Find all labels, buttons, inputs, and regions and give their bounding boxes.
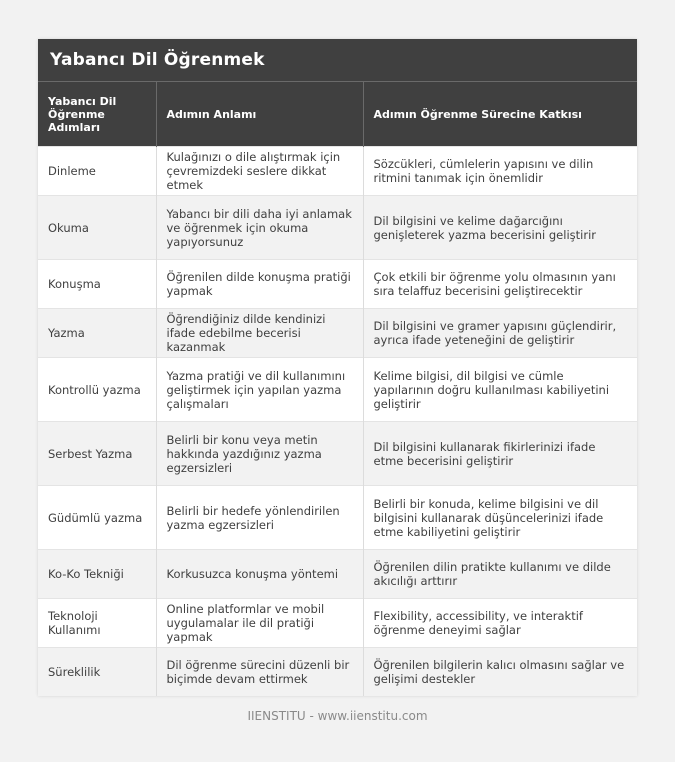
header-steps: Yabancı Dil Öğrenme Adımları [38,82,156,147]
meaning-cell: Öğrendiğiniz dilde kendinizi ifade edebilme becerisi kazanmak [156,309,363,358]
contribution-cell: Sözcükleri, cümlelerin yapısını ve dilin ritmini tanımak için önemlidir [363,147,637,196]
table-row [38,486,637,550]
meaning-cell: Online platformlar ve mobil uygulamalar ile dil pratiği yapmak [156,599,363,648]
header-contribution: Adımın Öğrenme Sürecine Katkısı [363,82,637,147]
table-card [38,39,637,696]
meaning-cell: Dil öğrenme sürecini düzenli bir biçimde devam ettirmek [156,648,363,697]
contribution-cell: Belirli bir konuda, kelime bilgisini ve dil bilgisini kullanarak düşüncelerinizi ifade etme kabiliyetini geliştirir [363,486,637,550]
table-row [38,196,637,260]
contribution-cell: Dil bilgisini ve gramer yapısını güçlendirir, ayrıca ifade yeteneğini de geliştirir [363,309,637,358]
contribution-cell: Kelime bilgisi, dil bilgisi ve cümle yapılarının doğru kullanılması kabiliyetini geliştirir [363,358,637,422]
step-cell: Süreklilik [38,648,156,697]
contribution-cell: Öğrenilen bilgilerin kalıcı olmasını sağlar ve gelişimi destekler [363,648,637,697]
table-header-row [38,82,637,147]
meaning-cell: Yabancı bir dili daha iyi anlamak ve öğrenmek için okuma yapıyorsunuz [156,196,363,260]
table-row [38,147,637,196]
contribution-cell: Öğrenilen dilin pratikte kullanımı ve dilde akıcılığı arttırır [363,550,637,599]
table-row [38,599,637,648]
contribution-cell: Dil bilgisini ve kelime dağarcığını genişleterek yazma becerisini geliştirir [363,196,637,260]
title-bar [38,39,637,81]
step-cell: Serbest Yazma [38,422,156,486]
step-cell: Yazma [38,309,156,358]
meaning-cell: Kulağınızı o dile alıştırmak için çevremizdeki seslere dikkat etmek [156,147,363,196]
meaning-cell: Yazma pratiği ve dil kullanımını geliştirmek için yapılan yazma çalışmaları [156,358,363,422]
table-row [38,260,637,309]
table-row [38,648,637,697]
page-title: Yabancı Dil Öğrenmek [50,50,265,70]
table-row [38,309,637,358]
meaning-cell: Belirli bir konu veya metin hakkında yazdığınız yazma egzersizleri [156,422,363,486]
footer-credit: IIENSTITU - www.iienstitu.com [247,709,428,723]
contribution-cell: Dil bilgisini kullanarak fikirlerinizi ifade etme becerisini geliştirir [363,422,637,486]
step-cell: Güdümlü yazma [38,486,156,550]
contribution-cell: Flexibility, accessibility, ve interaktif öğrenme deneyimi sağlar [363,599,637,648]
table-row [38,550,637,599]
meaning-cell: Korkusuzca konuşma yöntemi [156,550,363,599]
step-cell: Kontrollü yazma [38,358,156,422]
contribution-cell: Çok etkili bir öğrenme yolu olmasının yanı sıra telaffuz becerisini geliştirecektir [363,260,637,309]
table-row [38,358,637,422]
meaning-cell: Belirli bir hedefe yönlendirilen yazma egzersizleri [156,486,363,550]
table-row [38,422,637,486]
meaning-cell: Öğrenilen dilde konuşma pratiği yapmak [156,260,363,309]
step-cell: Konuşma [38,260,156,309]
step-cell: Okuma [38,196,156,260]
steps-table [38,81,637,696]
header-meaning: Adımın Anlamı [156,82,363,147]
step-cell: Dinleme [38,147,156,196]
step-cell: Ko-Ko Tekniği [38,550,156,599]
step-cell: Teknoloji Kullanımı [38,599,156,648]
